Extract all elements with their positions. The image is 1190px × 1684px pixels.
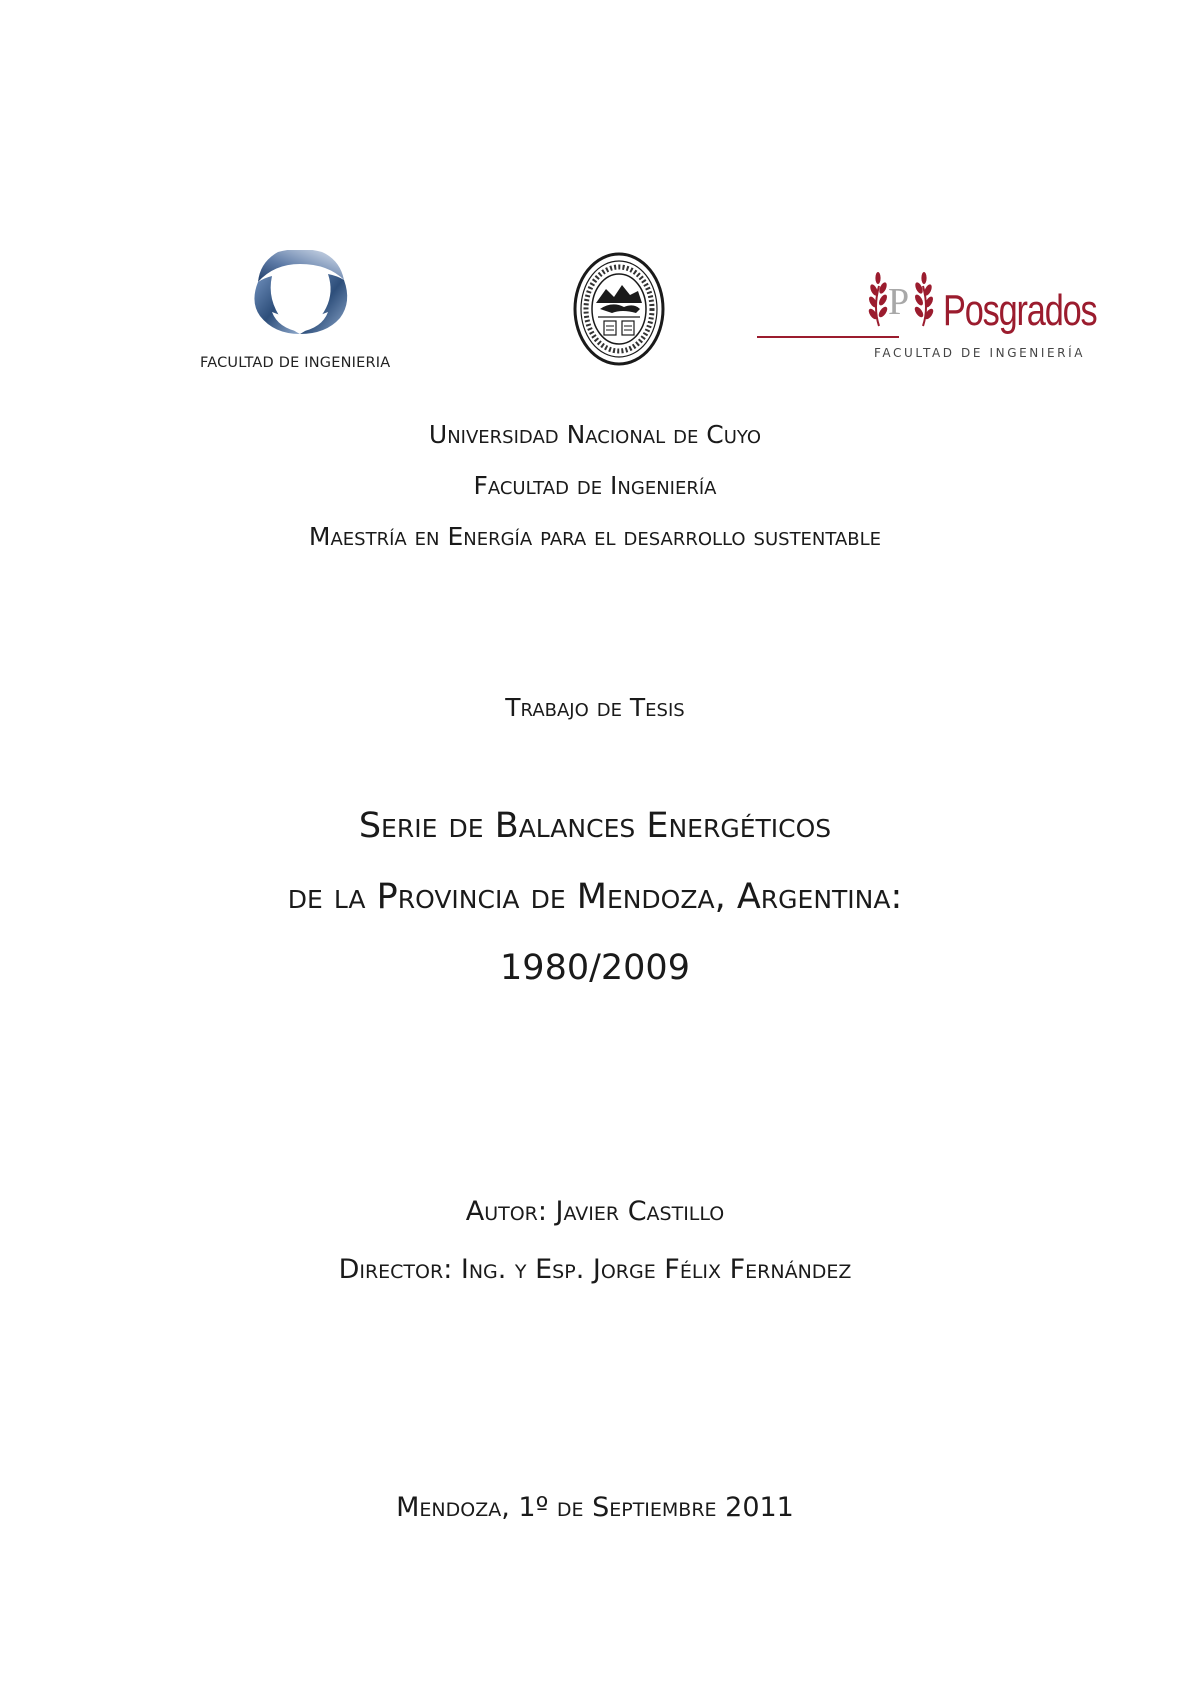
- university-name: Universidad Nacional de Cuyo: [428, 420, 762, 449]
- facultad-ingenieria-logo-icon: [248, 250, 352, 336]
- universidad-nacional-de-cuyo-seal: [572, 251, 666, 367]
- program-name: Maestría en Energía para el desarrollo sustentable: [308, 522, 882, 551]
- facultad-ingenieria-logo: [200, 250, 400, 380]
- uncuyo-seal-icon: [572, 251, 666, 367]
- posgrados-logo: [757, 268, 1097, 368]
- facultad-ingenieria-logo-text: FACULTAD DE INGENIERIA: [200, 355, 391, 371]
- author-line: Autor: Javier Castillo: [465, 1196, 725, 1227]
- posgrados-wordmark: Posgrados: [943, 286, 1097, 335]
- place-date: Mendoza, 1º de Septiembre 2011: [396, 1492, 794, 1523]
- thesis-title-years: 1980/2009: [500, 948, 690, 988]
- faculty-name: Facultad de Ingeniería: [473, 471, 717, 500]
- posgrados-laurel-icon: [865, 268, 941, 328]
- svg-text:P: P: [888, 281, 910, 323]
- posgrados-rule: [757, 336, 899, 338]
- director-line: Director: Ing. y Esp. Jorge Félix Fernández: [338, 1254, 852, 1285]
- posgrados-subtitle: FACULTAD DE INGENIERÍA: [874, 346, 1086, 360]
- document-type: Trabajo de Tesis: [505, 693, 685, 722]
- thesis-title-line-2: de la Provincia de Mendoza, Argentina:: [287, 877, 903, 917]
- thesis-title-line-1: Serie de Balances Energéticos: [358, 806, 832, 846]
